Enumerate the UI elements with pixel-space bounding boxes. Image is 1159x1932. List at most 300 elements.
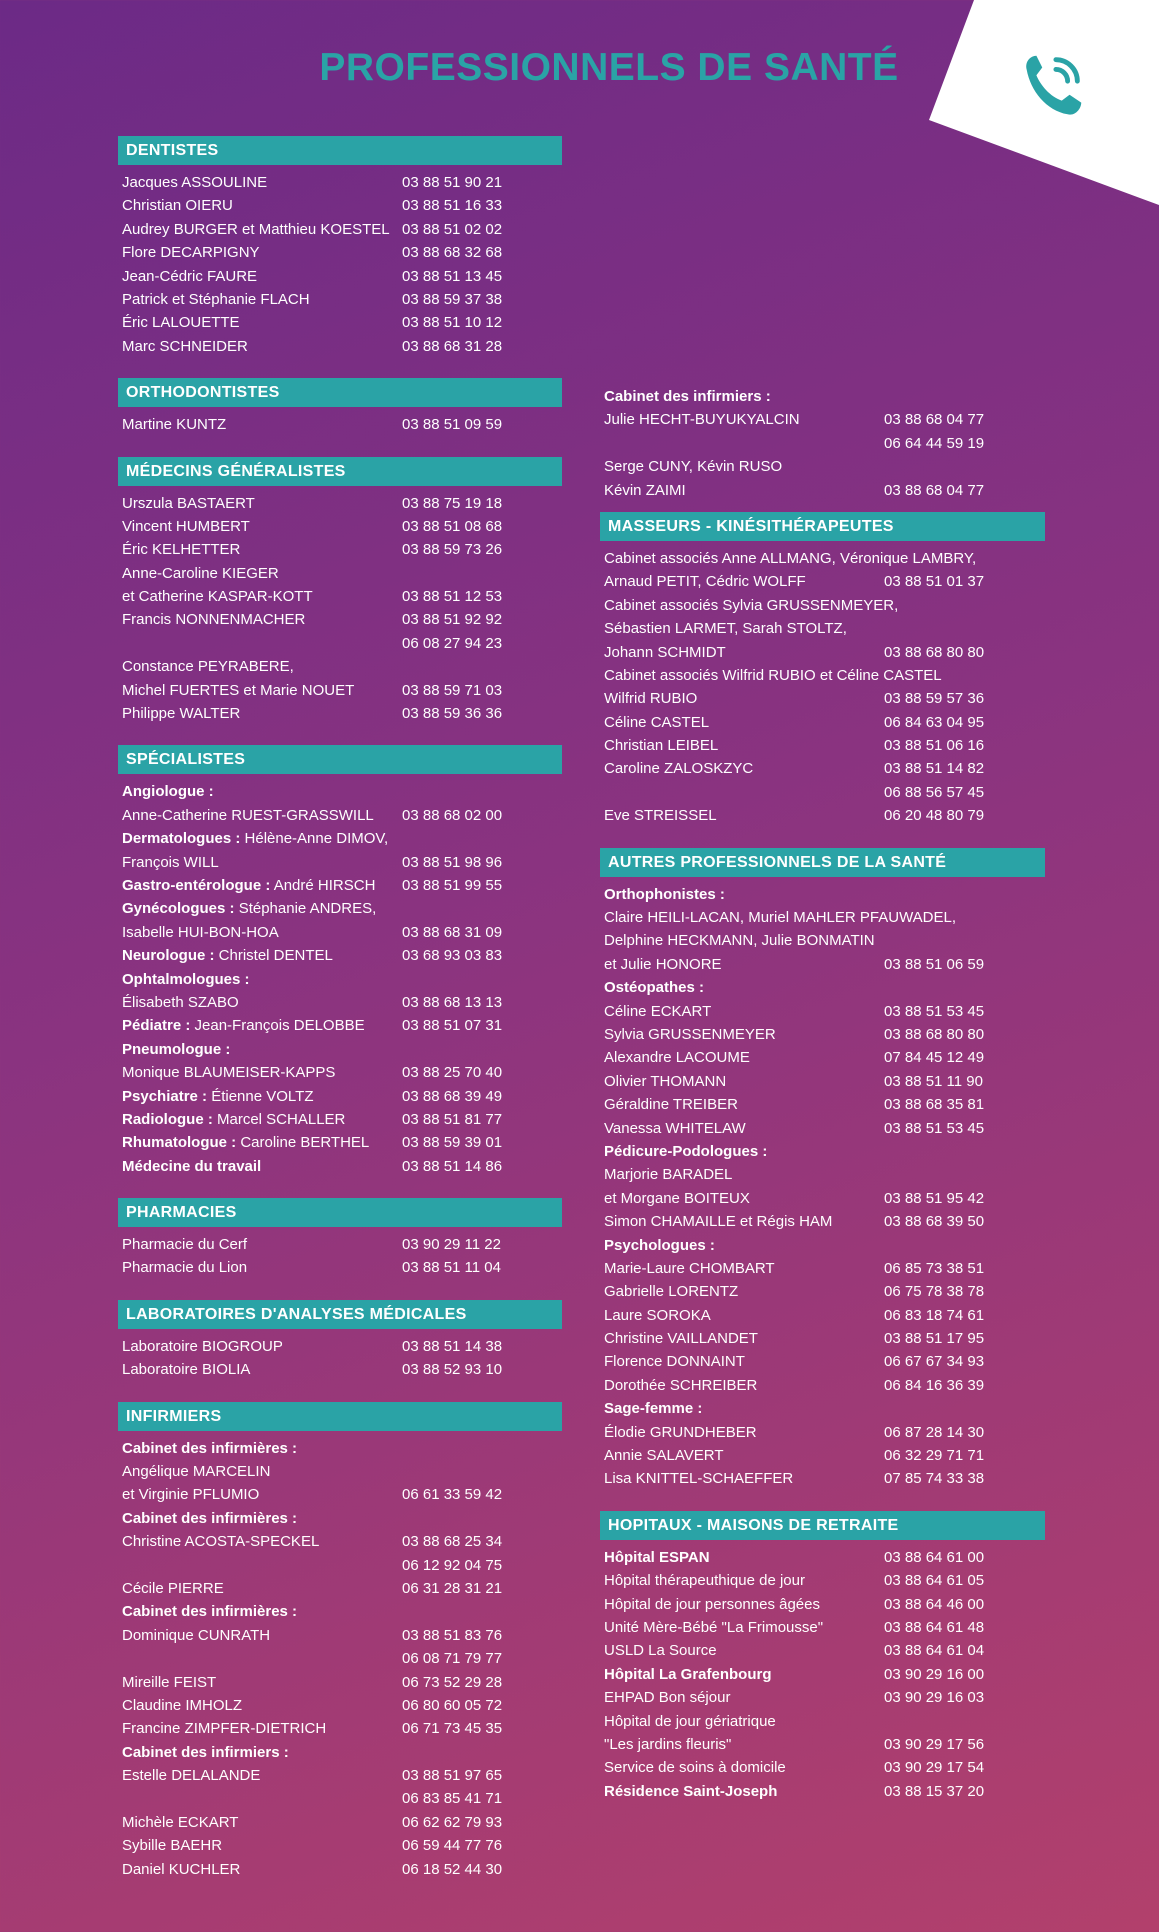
contact-name (122, 897, 402, 920)
contact-name (604, 1304, 884, 1327)
name-text: Serge CUNY, Kévin RUSO (604, 458, 783, 476)
contact-name (122, 1335, 402, 1358)
contact-name (604, 1140, 884, 1163)
contact-name (122, 218, 402, 241)
contact-name (122, 1811, 402, 1834)
section-rows (118, 1437, 562, 1881)
contact-row (122, 218, 562, 241)
contact-name (604, 1163, 884, 1186)
contact-name (604, 1686, 884, 1709)
category-label: Orthophonistes : (604, 885, 725, 903)
contact-row (604, 1350, 1045, 1373)
phone-number: 03 88 59 57 36 (884, 690, 985, 708)
category-label: Sage-femme : (604, 1400, 703, 1418)
contact-row (604, 385, 1045, 408)
contact-row (604, 664, 1045, 687)
contact-name (122, 241, 402, 264)
section-rows (118, 1233, 562, 1280)
category-label: Résidence Saint-Joseph (604, 1782, 778, 1800)
name-text: Service de soins à domicile (604, 1759, 786, 1777)
contact-row (604, 641, 1045, 664)
category-label: Neurologue : (122, 947, 215, 965)
contact-name (122, 780, 402, 803)
name-text: André HIRSCH (270, 876, 376, 894)
phone-number: 03 88 68 32 68 (402, 244, 503, 262)
contact-row (604, 1686, 1045, 1709)
name-text: Philippe WALTER (122, 705, 241, 723)
contact-row (122, 1694, 562, 1717)
contact-row (604, 1000, 1045, 1023)
phone-number: 03 88 64 61 05 (884, 1572, 985, 1590)
contact-row (604, 547, 1045, 570)
contact-row (604, 1070, 1045, 1093)
contact-name (604, 1569, 884, 1592)
category-label: Cabinet des infirmiers : (122, 1743, 289, 1761)
name-text: Caroline BERTHEL (236, 1134, 370, 1152)
name-text: Johann SCHMIDT (604, 643, 726, 661)
phone-number: 03 90 29 16 03 (884, 1689, 985, 1707)
name-text: Élisabeth SZABO (122, 993, 239, 1011)
contact-name (604, 547, 977, 570)
contact-name (604, 1350, 884, 1373)
contact-row (122, 1335, 562, 1358)
contact-row (122, 171, 562, 194)
phone-number: 03 88 51 14 38 (402, 1337, 503, 1355)
name-text: Patrick et Stéphanie FLACH (122, 290, 310, 308)
name-text: Claire HEILI-LACAN, Muriel MAHLER PFAUWADEL, (604, 909, 957, 927)
section-header: ORTHODONTISTES (118, 378, 562, 407)
phone-number: 06 87 28 14 30 (884, 1423, 985, 1441)
section-orthodontistes (118, 378, 562, 436)
phone-number: 03 88 59 71 03 (402, 681, 503, 699)
phone-number: 03 88 51 95 42 (884, 1189, 985, 1207)
name-text: Simon CHAMAILLE et Régis HAM (604, 1213, 833, 1231)
contact-row (122, 1358, 562, 1381)
name-text: Éric LALOUETTE (122, 314, 240, 332)
name-text: Flore DECARPIGNY (122, 244, 260, 262)
contact-name (604, 1257, 884, 1280)
name-text: Céline CASTEL (604, 713, 710, 731)
contact-name (604, 385, 884, 408)
name-text: Dominique CUNRATH (122, 1626, 271, 1644)
phone-number: 06 08 27 94 23 (402, 634, 503, 652)
name-text: "Les jardins fleuris" (604, 1735, 732, 1753)
contact-row (604, 594, 1045, 617)
contact-name (604, 687, 884, 710)
page-title: PROFESSIONNELS DE SANTÉ (319, 46, 899, 89)
name-text: Laure SOROKA (604, 1306, 711, 1324)
phone-number: 06 61 33 59 42 (402, 1486, 503, 1504)
contact-row (122, 1554, 562, 1577)
phone-number: 06 80 60 05 72 (402, 1696, 503, 1714)
contact-row (122, 1624, 562, 1647)
section-rows (118, 1335, 562, 1382)
contact-name (122, 632, 402, 655)
phone-number: 06 32 29 71 71 (884, 1447, 985, 1465)
category-label: Gastro-entérologue : (122, 876, 271, 894)
contact-row (604, 570, 1045, 593)
contact-row (122, 1600, 562, 1623)
name-text: Claudine IMHOLZ (122, 1696, 243, 1714)
name-text: Wilfrid RUBIO (604, 690, 698, 708)
name-text: Christel DENTEL (214, 947, 333, 965)
contact-name (604, 432, 884, 455)
name-text: Sybille BAEHR (122, 1837, 223, 1855)
category-label: Ophtalmologues : (122, 970, 250, 988)
phone-number: 06 88 56 57 45 (884, 783, 985, 801)
phone-number: 06 83 18 74 61 (884, 1306, 985, 1324)
contact-row (122, 608, 562, 631)
contact-name (122, 1358, 402, 1381)
contact-name (122, 1256, 402, 1279)
section-infirmiers (118, 1402, 562, 1881)
contact-row (604, 1140, 1045, 1163)
contact-name (122, 265, 402, 288)
category-label: Hôpital ESPAN (604, 1548, 710, 1566)
contact-name (122, 1787, 402, 1810)
contact-row (122, 1834, 562, 1857)
category-label: Dermatologues : (122, 830, 241, 848)
contact-row (604, 734, 1045, 757)
section-header: LABORATOIRES D'ANALYSES MÉDICALES (118, 1300, 562, 1329)
category-label: Médecine du travail (122, 1157, 262, 1175)
name-text: et Julie HONORE (604, 955, 722, 973)
contact-row (122, 1131, 562, 1154)
name-text: Urszula BASTAERT (122, 494, 255, 512)
phone-number: 03 88 51 08 68 (402, 517, 503, 535)
contact-row (604, 1710, 1045, 1733)
name-text: Vincent HUMBERT (122, 517, 250, 535)
phone-number: 03 88 51 02 02 (402, 220, 503, 238)
contact-row (604, 1046, 1045, 1069)
contact-name (122, 1834, 402, 1857)
phone-number: 03 88 59 73 26 (402, 541, 503, 559)
contact-name (122, 194, 402, 217)
phone-number: 03 88 51 06 16 (884, 737, 985, 755)
category-label: Cabinet des infirmières : (122, 1603, 298, 1621)
contact-row (604, 1257, 1045, 1280)
contact-name (604, 641, 884, 664)
name-text: Isabelle HUI-BON-HOA (122, 923, 279, 941)
phone-number: 06 73 52 29 28 (402, 1673, 503, 1691)
contact-row (122, 897, 562, 920)
contact-name (604, 1093, 884, 1116)
contact-row (604, 1780, 1045, 1803)
phone-number: 03 88 51 99 55 (402, 876, 503, 894)
right-column (600, 385, 1045, 1823)
name-text: Hôpital thérapeuthique de jour (604, 1572, 805, 1590)
contact-row (122, 1256, 562, 1279)
contact-name (604, 1710, 884, 1733)
name-text: et Morgane BOITEUX (604, 1189, 750, 1207)
section-header: HOPITAUX - MAISONS DE RETRAITE (600, 1511, 1045, 1540)
contact-row (122, 1507, 562, 1530)
phone-number: 03 88 59 39 01 (402, 1134, 503, 1152)
phone-number: 06 08 71 79 77 (402, 1650, 503, 1668)
phone-number: 03 88 51 90 21 (402, 174, 503, 191)
contact-name (122, 679, 402, 702)
contact-name (122, 1038, 402, 1061)
contact-row (122, 562, 562, 585)
phone-number: 03 88 51 97 65 (402, 1767, 503, 1785)
contact-name (604, 906, 957, 929)
contact-row (604, 1733, 1045, 1756)
phone-number: 03 88 25 70 40 (402, 1064, 503, 1082)
phone-number: 03 88 15 37 20 (884, 1782, 985, 1800)
phone-number: 03 68 93 03 83 (402, 947, 503, 965)
contact-name (122, 1155, 402, 1178)
name-text: Delphine HECKMANN, Julie BONMATIN (604, 932, 875, 950)
name-text: et Virginie PFLUMIO (122, 1486, 260, 1504)
contact-row (122, 827, 562, 850)
contact-row (604, 1374, 1045, 1397)
contact-row (604, 1117, 1045, 1140)
section-pharmacies (118, 1198, 562, 1280)
section-dentistes (118, 136, 562, 358)
name-text: Kévin ZAIMI (604, 481, 686, 499)
phone-number: 03 88 64 61 00 (884, 1548, 985, 1566)
phone-number: 03 88 51 81 77 (402, 1110, 503, 1128)
contact-name (604, 1756, 884, 1779)
name-text: Sébastien LARMET, Sarah STOLTZ, (604, 620, 847, 638)
contact-name (604, 1117, 884, 1140)
name-text: Céline ECKART (604, 1002, 712, 1020)
contact-name (122, 562, 402, 585)
section-rows (600, 547, 1045, 828)
category-label: Pédiatre : (122, 1017, 191, 1035)
section-header: DENTISTES (118, 136, 562, 165)
contact-row (604, 455, 1045, 478)
name-text: Marie-Laure CHOMBART (604, 1259, 775, 1277)
contact-name (604, 929, 884, 952)
contact-name (604, 1280, 884, 1303)
contact-row (604, 1421, 1045, 1444)
phone-number: 03 88 51 53 45 (884, 1002, 985, 1020)
contact-row (122, 1647, 562, 1670)
category-label: Ostéopathes : (604, 979, 705, 997)
name-text: Anne-Caroline KIEGER (122, 564, 279, 582)
contact-name (122, 171, 402, 194)
contact-name (122, 1233, 402, 1256)
phone-number: 03 88 51 83 76 (402, 1626, 503, 1644)
contact-name (122, 1131, 402, 1154)
name-text: Laboratoire BIOGROUP (122, 1337, 283, 1355)
contact-row (604, 953, 1045, 976)
phone-number: 03 88 68 02 00 (402, 806, 503, 824)
contact-row (604, 1756, 1045, 1779)
phone-number: 03 88 64 61 48 (884, 1618, 985, 1636)
contact-name (604, 570, 884, 593)
section-masseurs-kin-sith-rapeutes (600, 512, 1045, 828)
contact-row (604, 1093, 1045, 1116)
section-header: INFIRMIERS (118, 1402, 562, 1431)
contact-name (122, 1741, 402, 1764)
phone-number: 06 20 48 80 79 (884, 807, 985, 825)
name-text: Michel FUERTES et Marie NOUET (122, 681, 355, 699)
phone-number: 03 88 68 25 34 (402, 1533, 503, 1551)
contact-name (604, 408, 884, 431)
phone-number: 06 64 44 59 19 (884, 434, 985, 452)
section-sp-cialistes (118, 745, 562, 1178)
phone-number: 06 71 73 45 35 (402, 1720, 503, 1738)
phone-number: 03 88 51 13 45 (402, 267, 503, 285)
phone-number: 03 88 68 31 28 (402, 337, 503, 355)
contact-name (604, 734, 884, 757)
name-text: Eve STREISSEL (604, 807, 717, 825)
contact-name (604, 664, 942, 687)
contact-name (122, 608, 402, 631)
contact-name (604, 1546, 884, 1569)
contact-name (604, 594, 899, 617)
contact-name (604, 1374, 884, 1397)
category-label: Cabinet des infirmiers : (604, 388, 771, 405)
contact-name (122, 827, 402, 850)
name-text: Dorothée SCHREIBER (604, 1376, 758, 1394)
phone-number: 03 88 68 39 49 (402, 1087, 503, 1105)
contact-name (122, 1085, 402, 1108)
phone-number: 03 88 52 93 10 (402, 1361, 503, 1379)
name-text: Cabinet associés Wilfrid RUBIO et Céline CASTEL (604, 666, 942, 684)
contact-row (604, 432, 1045, 455)
contact-name (122, 1764, 402, 1787)
name-text: Julie HECHT-BUYUKYALCIN (604, 411, 800, 429)
category-label: Pédicure-Podologues : (604, 1142, 768, 1160)
phone-number: 03 88 51 92 92 (402, 611, 503, 629)
section-laboratoires-d-analyses-m-dicales (118, 1300, 562, 1382)
name-text: Hélène-Anne DIMOV, (240, 830, 389, 848)
contact-name (122, 1460, 402, 1483)
contact-row (122, 1717, 562, 1740)
contact-name (604, 1733, 884, 1756)
phone-number: 03 88 68 04 77 (884, 481, 985, 499)
section-rows (118, 171, 562, 358)
name-text: Alexandre LACOUME (604, 1049, 750, 1067)
name-text: Marjorie BARADEL (604, 1166, 733, 1184)
contact-row (122, 492, 562, 515)
name-text: Estelle DELALANDE (122, 1767, 261, 1785)
contact-row (122, 1437, 562, 1460)
contact-row (122, 632, 562, 655)
name-text: Michèle ECKART (122, 1813, 239, 1831)
name-text: Stéphanie ANDRES, (234, 900, 377, 918)
contact-name (604, 1210, 884, 1233)
contact-row (604, 1163, 1045, 1186)
contact-name (122, 288, 402, 311)
contact-name (122, 921, 402, 944)
contact-name (122, 1577, 402, 1600)
category-label: Cabinet des infirmières : (122, 1439, 298, 1457)
phone-number: 03 88 68 80 80 (884, 643, 985, 661)
contact-name (604, 711, 884, 734)
name-text: Mireille FEIST (122, 1673, 217, 1691)
name-text: Cécile PIERRE (122, 1579, 224, 1597)
category-label: Gynécologues : (122, 900, 235, 918)
category-label: Cabinet des infirmières : (122, 1509, 298, 1527)
phone-number: 06 62 62 79 93 (402, 1813, 503, 1831)
contact-row (604, 1304, 1045, 1327)
contact-row (122, 921, 562, 944)
contact-row (604, 1639, 1045, 1662)
contact-row (122, 1038, 562, 1061)
phone-number: 06 75 78 38 78 (884, 1283, 985, 1301)
contact-row (122, 1061, 562, 1084)
contact-name (122, 1671, 402, 1694)
phone-number: 06 59 44 77 76 (402, 1837, 503, 1855)
name-text: Francis NONNENMACHER (122, 611, 306, 629)
category-label: Psychologues : (604, 1236, 715, 1254)
phone-number: 03 88 51 98 96 (402, 853, 503, 871)
contact-row (122, 780, 562, 803)
phone-number: 03 90 29 16 00 (884, 1665, 985, 1683)
contact-row (604, 1187, 1045, 1210)
name-text: Martine KUNTZ (122, 416, 227, 434)
contact-name (122, 311, 402, 334)
name-text: François WILL (122, 853, 219, 871)
nurses-continued (600, 385, 1045, 502)
contact-name (122, 585, 402, 608)
contact-row (122, 515, 562, 538)
contact-name (604, 1187, 884, 1210)
contact-row (122, 311, 562, 334)
name-text: Éric KELHETTER (122, 541, 241, 559)
phone-number: 03 88 68 31 09 (402, 923, 503, 941)
name-text: Jean-Cédric FAURE (122, 267, 258, 285)
contact-name (122, 874, 402, 897)
phone-number: 03 88 51 14 82 (884, 760, 985, 778)
contact-name (122, 1717, 402, 1740)
contact-name (122, 1600, 402, 1623)
name-text: Christine VAILLANDET (604, 1330, 758, 1348)
contact-row (604, 1663, 1045, 1686)
contact-name (122, 1858, 402, 1881)
section-autres-professionnels-de-la-sant- (600, 848, 1045, 1491)
contact-row (122, 1014, 562, 1037)
name-text: Angélique MARCELIN (122, 1463, 271, 1481)
name-text: Florence DONNAINT (604, 1353, 745, 1371)
contact-row (604, 883, 1045, 906)
name-text: EHPAD Bon séjour (604, 1689, 731, 1707)
phone-number: 06 83 85 41 71 (402, 1790, 503, 1808)
phone-number: 03 88 51 06 59 (884, 955, 985, 973)
contact-row (604, 1210, 1045, 1233)
phone-number: 03 88 51 01 37 (884, 573, 985, 591)
contact-name (604, 1663, 884, 1686)
phone-number: 03 88 51 53 45 (884, 1119, 985, 1137)
contact-name (122, 538, 402, 561)
contact-name (604, 1000, 884, 1023)
contact-row (604, 1593, 1045, 1616)
phone-number: 03 88 68 39 50 (884, 1213, 985, 1231)
contact-row (604, 687, 1045, 710)
phone-number: 06 67 67 34 93 (884, 1353, 985, 1371)
phone-number: 07 85 74 33 38 (884, 1470, 985, 1488)
contact-row (604, 976, 1045, 999)
contact-row (122, 413, 562, 436)
phone-number: 03 88 51 09 59 (402, 416, 503, 434)
name-text: Gabrielle LORENTZ (604, 1283, 739, 1301)
category-label: Hôpital La Grafenbourg (604, 1665, 772, 1683)
section-rows (118, 413, 562, 436)
name-text: Anne-Catherine RUEST-GRASSWILL (122, 806, 374, 824)
contact-name (122, 1530, 402, 1553)
contact-name (122, 1624, 402, 1647)
contact-row (122, 702, 562, 725)
contact-row (122, 1577, 562, 1600)
contact-row (122, 335, 562, 358)
contact-name (122, 1483, 402, 1506)
name-text: Vanessa WHITELAW (604, 1119, 746, 1137)
name-text: Sylvia GRUSSENMEYER (604, 1025, 776, 1043)
